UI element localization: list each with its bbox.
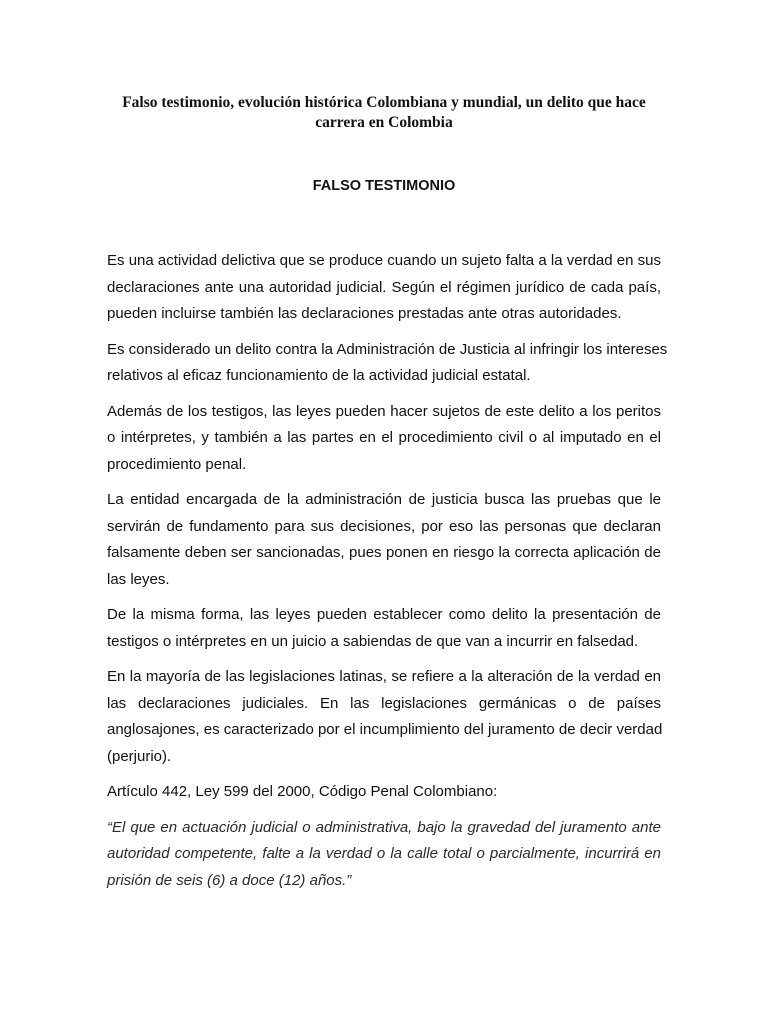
quote-line: autoridad competente, falte a la verdad o la calle total o parcialmente, incurrirá en	[107, 845, 661, 862]
paragraph-line: pueden incluirse también las declaraciones prestadas ante otras autoridades.	[107, 305, 622, 322]
paragraph-line: Es considerado un delito contra la Administración de Justicia al infringir los intereses	[107, 340, 668, 358]
legal-quote	[107, 815, 661, 895]
paragraph-line: procedimiento penal.	[107, 455, 247, 473]
paragraph-line: La entidad encargada de la administración de justicia busca las pruebas que le	[107, 491, 661, 508]
paragraph-line: En la mayoría de las legislaciones latinas, se refiere a la alteración de la verdad en	[107, 668, 661, 685]
paragraph-line: o intérpretes, y también a las partes en el procedimiento civil o al imputado en el	[107, 429, 661, 446]
quote-line: prisión de seis (6) a doce (12) años.”	[107, 871, 352, 889]
paragraph-line: declaraciones ante una autoridad judicial. Según el régimen jurídico de cada país,	[107, 278, 661, 296]
paragraph	[107, 664, 661, 770]
document-title	[100, 93, 668, 133]
quote-line: “El que en actuación judicial o administrativa, bajo la gravedad del juramento ante	[107, 818, 661, 836]
paragraph-line: relativos al eficaz funcionamiento de la actividad judicial estatal.	[107, 367, 531, 384]
paragraph-line: Es una actividad delictiva que se produce cuando un sujeto falta a la verdad en sus	[107, 252, 661, 269]
paragraph	[107, 337, 668, 390]
paragraph-line: servirán de fundamento para sus decisiones, por eso las personas que declaran	[107, 517, 661, 535]
paragraph-line: (perjurio).	[107, 747, 172, 765]
paragraph-line: Además de los testigos, las leyes pueden hacer sujetos de este delito a los peritos	[107, 402, 661, 420]
document-title-line: Falso testimonio, evolución histórica Colombiana y mundial, un delito que hace	[122, 94, 646, 111]
paragraph-line: De la misma forma, las leyes pueden establecer como delito la presentación de	[107, 606, 661, 623]
document-title-line: carrera en Colombia	[315, 114, 453, 131]
paragraph-line: las leyes.	[107, 570, 170, 588]
paragraph	[107, 399, 661, 479]
paragraph-line: anglosajones, es caracterizado por el incumplimiento del juramento de decir verdad	[107, 721, 663, 738]
paragraph-line: las declaraciones judiciales. En las legislaciones germánicas o de países	[107, 694, 661, 712]
paragraph	[107, 487, 661, 593]
paragraph-line: Artículo 442, Ley 599 del 2000, Código Penal Colombiano:	[107, 783, 498, 800]
document-body	[107, 248, 668, 903]
paragraph-line: falsamente deben ser sancionadas, pues ponen en riesgo la correcta aplicación de	[107, 544, 661, 561]
section-heading: FALSO TESTIMONIO	[312, 178, 456, 194]
paragraph	[107, 779, 661, 806]
paragraph-line: testigos o intérpretes en un juicio a sabiendas de que van a incurrir en falsedad.	[107, 632, 639, 650]
paragraph	[107, 248, 661, 328]
paragraph	[107, 602, 661, 655]
